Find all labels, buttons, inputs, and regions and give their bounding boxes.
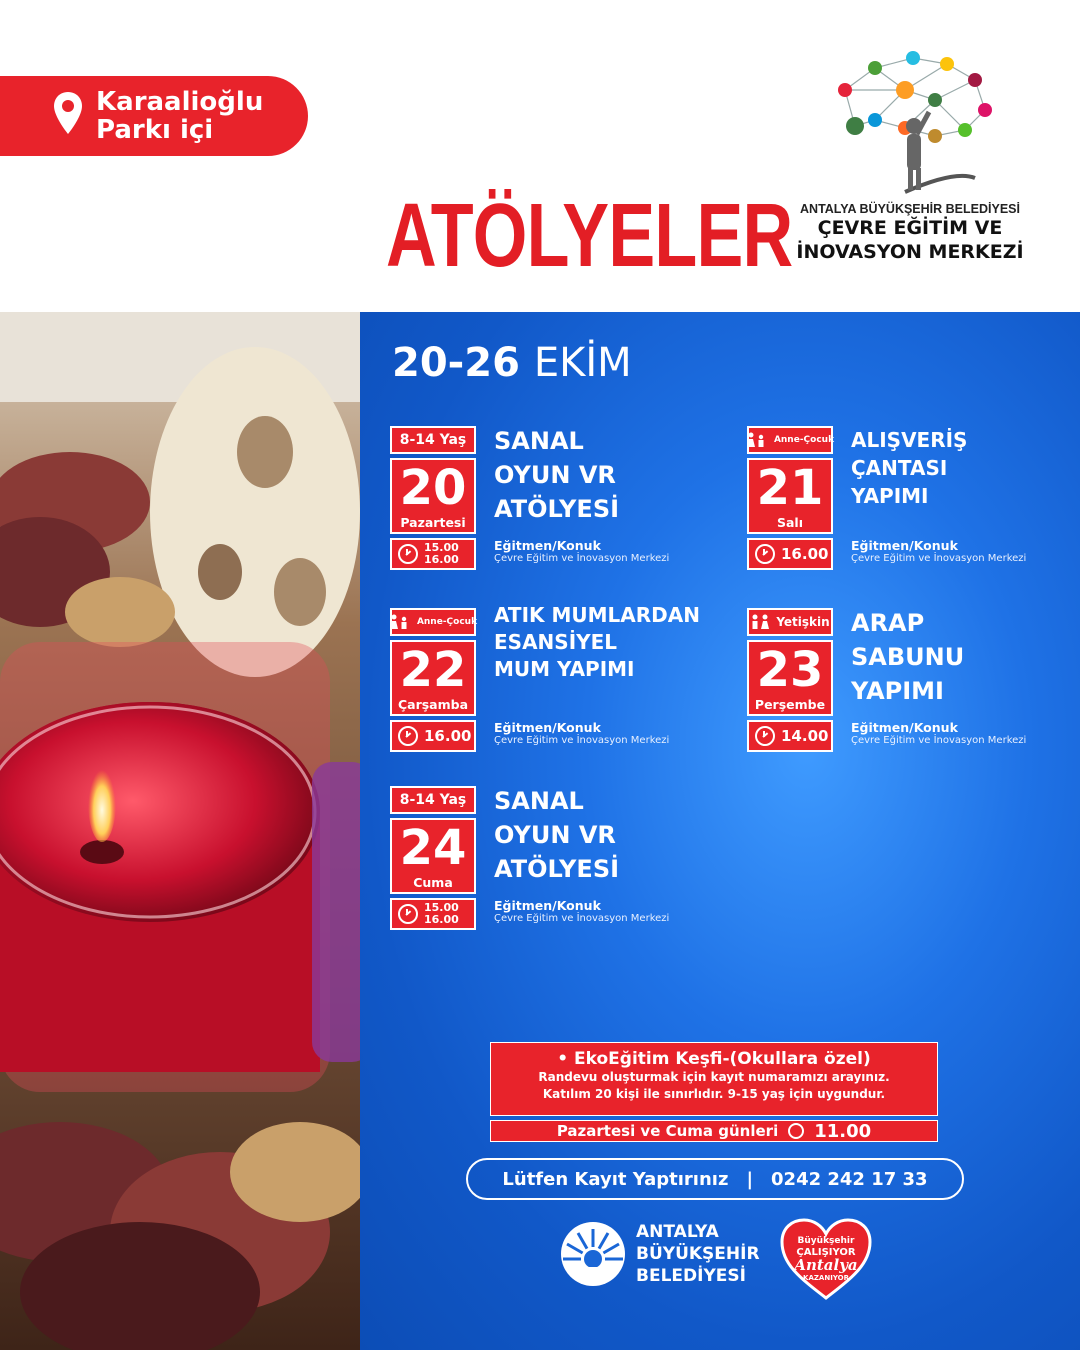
clock-icon [398,726,418,746]
event-title-line: SANAL [494,787,584,815]
time-start: 16.00 [781,545,829,563]
location-pill [0,76,308,156]
clock-icon [398,544,418,564]
day-badge [390,458,476,534]
event-title [494,784,734,886]
event-trainer: Eğitmen/Konuk [851,538,958,553]
family-icon [389,614,411,630]
event-title-line: MUM YAPIMI [494,657,635,681]
slogan-heart-logo [780,1218,872,1300]
audience-label: Yetişkin [776,615,830,629]
event-title-line: OYUN VR [494,461,616,489]
time-badge [390,898,476,930]
time-badge [390,720,476,752]
sun-emblem-icon [560,1221,626,1287]
time-start: 14.00 [781,727,829,745]
day-badge [390,640,476,716]
eko-days: Pazartesi ve Cuma günleri [556,1122,779,1140]
family-icon [746,432,768,448]
weekday: Pazartesi [400,515,466,530]
candle-photo [0,312,360,1350]
weekday: Cuma [413,875,453,890]
audience-badge: 8-14 Yaş [390,786,476,814]
audience-label: Anne-Çocuk [773,435,835,445]
day-number: 20 [399,460,467,516]
event-title-line: ATIK MUMLARDAN [494,603,700,627]
event-trainer: Eğitmen/Konuk [494,720,601,735]
day-badge [747,640,833,716]
clock-icon [755,726,775,746]
event-card [390,786,730,936]
audience-badge [747,426,833,454]
event-title [494,424,734,526]
org-name-line-2: İNOVASYON MERKEZİ [796,241,1024,263]
slogan-line-4: KAZANIYOR [803,1274,849,1282]
eko-days-bar [490,1120,938,1142]
time-badge [390,538,476,570]
audience-badge: 8-14 Yaş [390,426,476,454]
time-start: 16.00 [424,727,472,745]
slogan-line-2: ÇALIŞIYOR [796,1247,856,1258]
event-title-line: ATÖLYESİ [494,495,620,523]
org-name-small: ANTALYA BÜYÜKŞEHİR BELEDİYESİ [800,202,1020,216]
day-badge [747,458,833,534]
eko-line-1: Randevu oluşturmak için kayıt numaramızı arayınız. [538,1070,890,1084]
weekday: Perşembe [754,697,826,712]
eko-line-2: Katılım 20 kişi ile sınırlıdır. 9-15 yaş için uygundur. [542,1087,886,1101]
location-line-2: Parkı içi [96,115,214,145]
weekday: Salı [776,515,803,530]
event-title-line: ARAP [851,609,925,637]
abb-text [636,1221,760,1287]
clock-icon [788,1123,804,1139]
event-title-line: SANAL [494,427,584,455]
event-title-line: ATÖLYESİ [494,855,620,883]
eko-title-text: EkoEğitim Keşfi-(Okullara özel) [574,1049,871,1069]
weekday: Çarşamba [397,697,469,712]
clock-icon [755,544,775,564]
event-card [747,426,1080,576]
abb-line: BÜYÜKŞEHİR [636,1244,760,1264]
location-pin-icon [52,90,84,136]
event-trainer: Eğitmen/Konuk [494,538,601,553]
event-card [390,426,730,576]
abb-line: BELEDİYESİ [636,1266,746,1286]
eko-time: 11.00 [814,1120,872,1142]
date-range-days: 20-26 [392,340,520,386]
event-card [390,603,730,758]
day-badge [390,818,476,894]
time-badge [747,720,833,752]
event-org: Çevre Eğitim ve İnovasyon Merkezi [494,553,670,564]
day-number: 24 [399,820,467,876]
slogan-line-1: Büyükşehir [797,1236,855,1246]
event-title-line: ALIŞVERİŞ [851,428,968,452]
event-org: Çevre Eğitim ve İnovasyon Merkezi [851,735,1027,746]
clock-icon [398,904,418,924]
event-org: Çevre Eğitim ve İnovasyon Merkezi [494,913,670,924]
date-range-month: EKİM [533,340,632,386]
event-org: Çevre Eğitim ve İnovasyon Merkezi [851,553,1027,564]
register-separator: | [746,1168,754,1190]
event-title [851,426,1080,510]
event-trainer: Eğitmen/Konuk [494,898,601,913]
event-title [494,602,734,683]
abb-logo [560,1218,770,1290]
time-badge [747,538,833,570]
eko-info-box [490,1042,938,1116]
heart-icon [780,1218,872,1300]
event-title-line: ESANSİYEL [494,630,618,654]
audience-badge [747,608,833,636]
audience-badge [390,608,476,636]
event-title-line: SABUNU [851,643,965,671]
time-start: 15.00 [424,541,459,554]
event-org: Çevre Eğitim ve İnovasyon Merkezi [494,735,670,746]
location-line-1: Karaalioğlu [96,87,264,117]
tree-network-logo-icon [825,50,995,200]
center-logo [790,50,1030,282]
event-title-line: YAPIMI [851,484,929,508]
time-end: 16.00 [424,913,459,926]
slogan-line-3: Antalya [794,1256,858,1274]
org-name-line-1: ÇEVRE EĞİTİM VE [817,217,1003,239]
day-number: 23 [756,642,824,698]
register-call-to-action[interactable] [466,1158,964,1200]
event-title-line: ÇANTASI [851,456,948,480]
register-label: Lütfen Kayıt Yaptırınız [502,1168,729,1190]
time-start: 15.00 [424,901,459,914]
event-trainer: Eğitmen/Konuk [851,720,958,735]
register-phone[interactable]: 0242 242 17 33 [771,1168,928,1190]
eko-title: • EkoEğitim Keşfi-(Okullara özel) [557,1049,871,1069]
page-title: ATÖLYELER [386,186,793,286]
event-title-line: YAPIMI [851,677,944,705]
people-icon [750,614,772,630]
date-range [392,340,632,386]
time-end: 16.00 [424,553,459,566]
day-number: 22 [399,642,467,698]
event-card [747,608,1080,758]
event-title-line: OYUN VR [494,821,616,849]
event-title [851,606,1080,708]
day-number: 21 [756,460,824,516]
location-text [96,88,263,144]
candle-photo-image [0,312,360,1350]
abb-line: ANTALYA [636,1222,719,1242]
audience-label: Anne-Çocuk [416,617,478,627]
